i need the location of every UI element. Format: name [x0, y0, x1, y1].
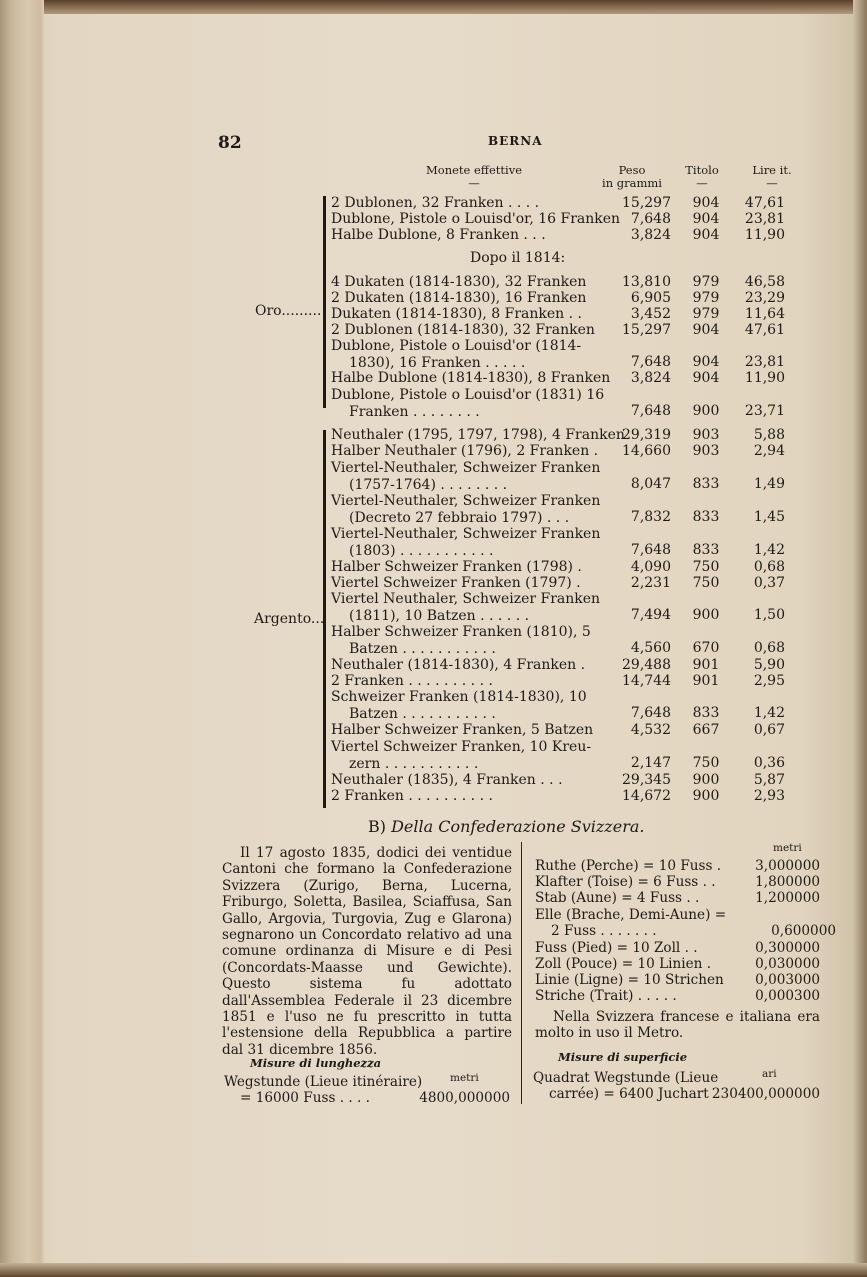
measure-name: Klafter (Toise) = 6 Fuss . . [535, 874, 716, 890]
measure-value: 3,000000 [755, 858, 820, 874]
coin-lire-value: 1,50 [753, 607, 785, 623]
length-row [535, 907, 820, 923]
coin-fineness: 979 [692, 274, 720, 290]
item-value: 230400,000000 [711, 1086, 820, 1102]
coin-lire-value: 5,87 [753, 772, 785, 788]
coin-weight: 13,810 [622, 274, 671, 290]
measure-value: 0,003000 [755, 972, 820, 988]
coin-name [331, 689, 587, 722]
length-row [535, 890, 820, 906]
coin-fineness: 904 [692, 354, 720, 370]
length-row [535, 956, 820, 972]
length-first-item [224, 1074, 510, 1107]
coin-fineness: 901 [692, 657, 720, 673]
coin-name-continuation: Franken . . . . . . . . [349, 403, 480, 420]
coin-fineness: 833 [692, 542, 720, 558]
coin-lire-value: 2,95 [753, 673, 785, 689]
coin-name [331, 274, 586, 291]
coin-name [331, 387, 604, 420]
measure-name: Linie (Ligne) = 10 Strichen [535, 972, 724, 988]
coin-name-line: Viertel-Neuthaler, Schweizer Franken [331, 460, 601, 476]
metric-note: Nella Svizzera francese e italiana era molto in uso il Metro. [535, 1009, 820, 1042]
coin-fineness: 667 [692, 722, 720, 738]
length-row [535, 874, 820, 890]
coin-fineness: 750 [692, 755, 720, 771]
coin-lire-value: 11,90 [744, 227, 785, 243]
coin-lire-value: 23,81 [744, 354, 785, 370]
coin-name [331, 657, 585, 674]
col-head-lire-dash: — [766, 176, 778, 190]
coin-name [331, 493, 600, 526]
coin-weight: 4,532 [630, 722, 671, 738]
item-name: Wegstunde (Lieue itinéraire) [224, 1074, 423, 1090]
coin-lire-value: 0,67 [753, 722, 785, 738]
item-name: Quadrat Wegstunde (Lieue [533, 1070, 719, 1086]
col-head-lire-text: Lire it. [752, 163, 792, 177]
intro-text: Il 17 agosto 1835, dodici dei ventidue Cantoni che formano la Confederazione Svizzera (Zurigo, Berna, Lucerna, Friburgo, Soletta, Basilea, Sciaffusa, San Gallo, Argovia, Turgovia, Zug e Glarona) segnarono un Concordato relativo ad una comune ordinanza di Misure e di Pesi (Concordats-Maasse und Gewichte). Questo sistema fu adottato dall'Assemblea Federale il 23 dicembre 1851 e l'uso ne fu prescritto in tutta l'estensione della Repubblica a partire dal 31 dicembre 1856. [222, 845, 512, 1058]
item-name-cont: carrée) = 6400 Juchart [549, 1086, 709, 1103]
coin-name [331, 460, 600, 493]
section-title: Della Confederazione Svizzera. [391, 817, 645, 836]
coin-weight: 3,824 [630, 227, 671, 243]
coin-lire-value: 1,49 [753, 476, 785, 492]
coin-weight: 15,297 [622, 322, 671, 338]
measure-value: 0,030000 [755, 956, 820, 972]
coin-name [331, 370, 610, 387]
coin-weight: 2,231 [630, 575, 671, 591]
coin-weight: 14,672 [622, 788, 671, 804]
page-binding-edge [0, 0, 44, 1277]
coin-fineness: 900 [692, 772, 720, 788]
coin-weight: 14,744 [622, 673, 671, 689]
length-row [535, 988, 820, 1004]
after-1814-subheading: Dopo il 1814: [470, 250, 566, 266]
length-row [535, 858, 820, 874]
coin-fineness: 901 [692, 673, 720, 689]
col-head-weight-unit: in grammi [602, 176, 662, 190]
coin-name-line: Dublone, Pistole o Louisd'or, 16 Franken [331, 211, 621, 227]
coin-name [331, 739, 591, 772]
length-heading: Misure di lunghezza [250, 1056, 382, 1070]
coin-name-line: Dublone, Pistole o Louisd'or (1831) 16 [331, 387, 605, 403]
coin-name [331, 322, 595, 339]
coin-weight: 7,648 [630, 542, 671, 558]
coin-name [331, 673, 493, 690]
coin-lire-value: 0,37 [753, 575, 785, 591]
coin-lire-value: 11,64 [744, 306, 785, 322]
coin-fineness: 979 [692, 290, 720, 306]
length-unit-left: metri [450, 1072, 479, 1084]
coin-weight: 4,090 [630, 559, 671, 575]
coin-name [331, 195, 539, 212]
coin-name-line: Viertel Schweizer Franken (1797) . [331, 575, 581, 591]
coin-lire-value: 46,58 [744, 274, 785, 290]
coin-lire-value: 1,45 [753, 509, 785, 525]
coin-weight: 7,648 [630, 211, 671, 227]
coin-name [331, 227, 546, 244]
length-row [535, 972, 820, 988]
coin-name-line: 2 Dublonen (1814-1830), 32 Franken [331, 322, 595, 338]
coin-weight: 29,319 [622, 427, 671, 443]
coin-name-continuation: zern . . . . . . . . . . . [349, 755, 479, 772]
coin-lire-value: 1,42 [753, 542, 785, 558]
page-number: 82 [218, 133, 242, 153]
surface-heading: Misure di superficie [558, 1050, 688, 1064]
page-right-edge [853, 0, 867, 1277]
coin-fineness: 904 [692, 322, 720, 338]
coin-name [331, 722, 593, 739]
coin-name-line: Viertel Neuthaler, Schweizer Franken [331, 591, 601, 607]
coin-lire-value: 0,36 [753, 755, 785, 771]
gold-group-label: Oro......... [255, 303, 322, 319]
measure-name: Fuss (Pied) = 10 Zoll . . [535, 940, 698, 956]
coin-weight: 14,660 [622, 443, 671, 459]
coin-weight: 7,648 [630, 705, 671, 721]
coin-name [331, 526, 600, 559]
section-letter: B) [368, 817, 386, 836]
page-bottom-edge [0, 1263, 867, 1277]
coin-name-line: Halbe Dublone, 8 Franken . . . [331, 227, 546, 243]
surface-first-item [533, 1070, 820, 1103]
coin-fineness: 670 [692, 640, 720, 656]
coin-fineness: 900 [692, 403, 720, 419]
coin-name-continuation: Batzen . . . . . . . . . . . [349, 640, 496, 657]
coin-name-continuation: Batzen . . . . . . . . . . . [349, 705, 496, 722]
coin-name-line: Neuthaler (1795, 1797, 1798), 4 Franken [331, 427, 625, 443]
coin-name [331, 211, 620, 228]
col-head-fineness [678, 164, 726, 190]
measure-value: 0,600000 [771, 923, 836, 939]
col-head-name [412, 164, 536, 190]
coin-name-line: Neuthaler (1814-1830), 4 Franken . [331, 657, 586, 673]
coin-fineness: 904 [692, 227, 720, 243]
coin-name [331, 290, 586, 307]
coin-fineness: 904 [692, 211, 720, 227]
measure-value: 0,300000 [755, 940, 820, 956]
length-unit-right: metri [773, 842, 802, 854]
coin-lire-value: 47,61 [744, 195, 785, 211]
coin-name-line: Halber Neuthaler (1796), 2 Franken . [331, 443, 599, 459]
coin-fineness: 833 [692, 705, 720, 721]
intro-paragraph [222, 845, 512, 1058]
measure-value: 1,200000 [755, 890, 820, 906]
col-head-fineness-dash: — [696, 176, 708, 190]
coin-name-line: Viertel-Neuthaler, Schweizer Franken [331, 493, 601, 509]
gold-brace [323, 196, 326, 408]
coin-fineness: 904 [692, 195, 720, 211]
coin-weight: 29,345 [622, 772, 671, 788]
col-head-fineness-text: Titolo [685, 163, 719, 177]
coin-name-line: Dublone, Pistole o Louisd'or (1814- [331, 338, 582, 354]
coin-lire-value: 0,68 [753, 640, 785, 656]
coin-name [331, 443, 598, 460]
measure-name: Stab (Aune) = 4 Fuss . . [535, 890, 700, 906]
coin-weight: 7,832 [630, 509, 671, 525]
coin-weight: 7,648 [630, 354, 671, 370]
coin-lire-value: 23,81 [744, 211, 785, 227]
col-head-lire [740, 164, 804, 190]
coin-fineness: 904 [692, 370, 720, 386]
coin-fineness: 750 [692, 559, 720, 575]
coin-name-line: Schweizer Franken (1814-1830), 10 [331, 689, 587, 705]
coin-name-continuation: (Decreto 27 febbraio 1797) . . . [349, 509, 570, 526]
coin-weight: 4,560 [630, 640, 671, 656]
coin-name-line: 4 Dukaten (1814-1830), 32 Franken [331, 274, 587, 290]
measure-name: Elle (Brache, Demi-Aune) = [535, 907, 727, 923]
coin-lire-value: 11,90 [744, 370, 785, 386]
coin-name [331, 575, 581, 592]
coin-name [331, 624, 591, 657]
item-name-cont: = 16000 Fuss . . . . [240, 1090, 370, 1107]
coin-fineness: 833 [692, 509, 720, 525]
coin-name [331, 306, 582, 323]
coin-lire-value: 1,42 [753, 705, 785, 721]
coin-fineness: 903 [692, 427, 720, 443]
section-heading [368, 817, 644, 836]
coin-weight: 29,488 [622, 657, 671, 673]
col-head-weight-text: Peso [618, 163, 646, 177]
coin-name-line: Halber Schweizer Franken (1810), 5 [331, 624, 591, 640]
column-divider [521, 842, 522, 1104]
coin-name-line: 2 Dublonen, 32 Franken . . . . [331, 195, 540, 211]
measure-value: 0,000300 [755, 988, 820, 1004]
coin-name-line: 2 Dukaten (1814-1830), 16 Franken [331, 290, 587, 306]
coin-weight: 7,648 [630, 403, 671, 419]
running-head: BERNA [488, 134, 543, 148]
coin-name [331, 772, 563, 789]
coin-fineness: 900 [692, 607, 720, 623]
length-row [535, 940, 820, 956]
coin-lire-value: 23,71 [744, 403, 785, 419]
col-head-name-dash: — [468, 176, 480, 190]
coin-fineness: 903 [692, 443, 720, 459]
measure-name: Zoll (Pouce) = 10 Linien . [535, 956, 712, 972]
coin-lire-value: 2,94 [753, 443, 785, 459]
coin-name-line: Halbe Dublone (1814-1830), 8 Franken [331, 370, 611, 386]
coin-weight: 8,047 [630, 476, 671, 492]
coin-name [331, 338, 581, 371]
coin-weight: 3,452 [630, 306, 671, 322]
col-head-weight [594, 164, 670, 190]
coin-fineness: 900 [692, 788, 720, 804]
coin-name-line: 2 Franken . . . . . . . . . . [331, 673, 493, 689]
coin-name-line: Dukaten (1814-1830), 8 Franken . . [331, 306, 582, 322]
coin-lire-value: 47,61 [744, 322, 785, 338]
coin-weight: 2,147 [630, 755, 671, 771]
coin-fineness: 750 [692, 575, 720, 591]
measure-name: 2 Fuss . . . . . . . [551, 923, 657, 939]
coin-name-line: 2 Franken . . . . . . . . . . [331, 788, 493, 804]
coin-lire-value: 5,90 [753, 657, 785, 673]
coin-weight: 7,494 [630, 607, 671, 623]
coin-name-line: Halber Schweizer Franken (1798) . [331, 559, 582, 575]
coin-name [331, 788, 493, 805]
coin-name [331, 427, 625, 444]
coin-name-continuation: 1830), 16 Franken . . . . . [349, 354, 526, 371]
coin-name-line: Viertel Schweizer Franken, 10 Kreu- [331, 739, 592, 755]
col-head-name-text: Monete effettive [426, 163, 522, 177]
coin-lire-value: 2,93 [753, 788, 785, 804]
coin-lire-value: 5,88 [753, 427, 785, 443]
coin-name-continuation: (1811), 10 Batzen . . . . . . [349, 607, 530, 624]
coin-name-line: Halber Schweizer Franken, 5 Batzen [331, 722, 594, 738]
measure-value: 1,800000 [755, 874, 820, 890]
coin-lire-value: 0,68 [753, 559, 785, 575]
coin-lire-value: 23,29 [744, 290, 785, 306]
coin-weight: 3,824 [630, 370, 671, 386]
silver-group-label: Argento... [254, 611, 325, 627]
length-row [535, 923, 836, 939]
coin-name-continuation: (1803) . . . . . . . . . . . [349, 542, 494, 559]
item-value: 4800,000000 [419, 1090, 510, 1106]
coin-name-line: Neuthaler (1835), 4 Franken . . . [331, 772, 563, 788]
coin-name [331, 559, 582, 576]
coin-fineness: 833 [692, 476, 720, 492]
coin-fineness: 979 [692, 306, 720, 322]
page-top-edge [0, 0, 867, 14]
coin-name-line: Viertel-Neuthaler, Schweizer Franken [331, 526, 601, 542]
coin-name-continuation: (1757-1764) . . . . . . . . [349, 476, 508, 493]
measure-name: Striche (Trait) . . . . . [535, 988, 677, 1004]
surface-unit: ari [762, 1068, 777, 1080]
coin-weight: 15,297 [622, 195, 671, 211]
measure-name: Ruthe (Perche) = 10 Fuss . [535, 858, 722, 874]
coin-weight: 6,905 [630, 290, 671, 306]
coin-name [331, 591, 600, 624]
